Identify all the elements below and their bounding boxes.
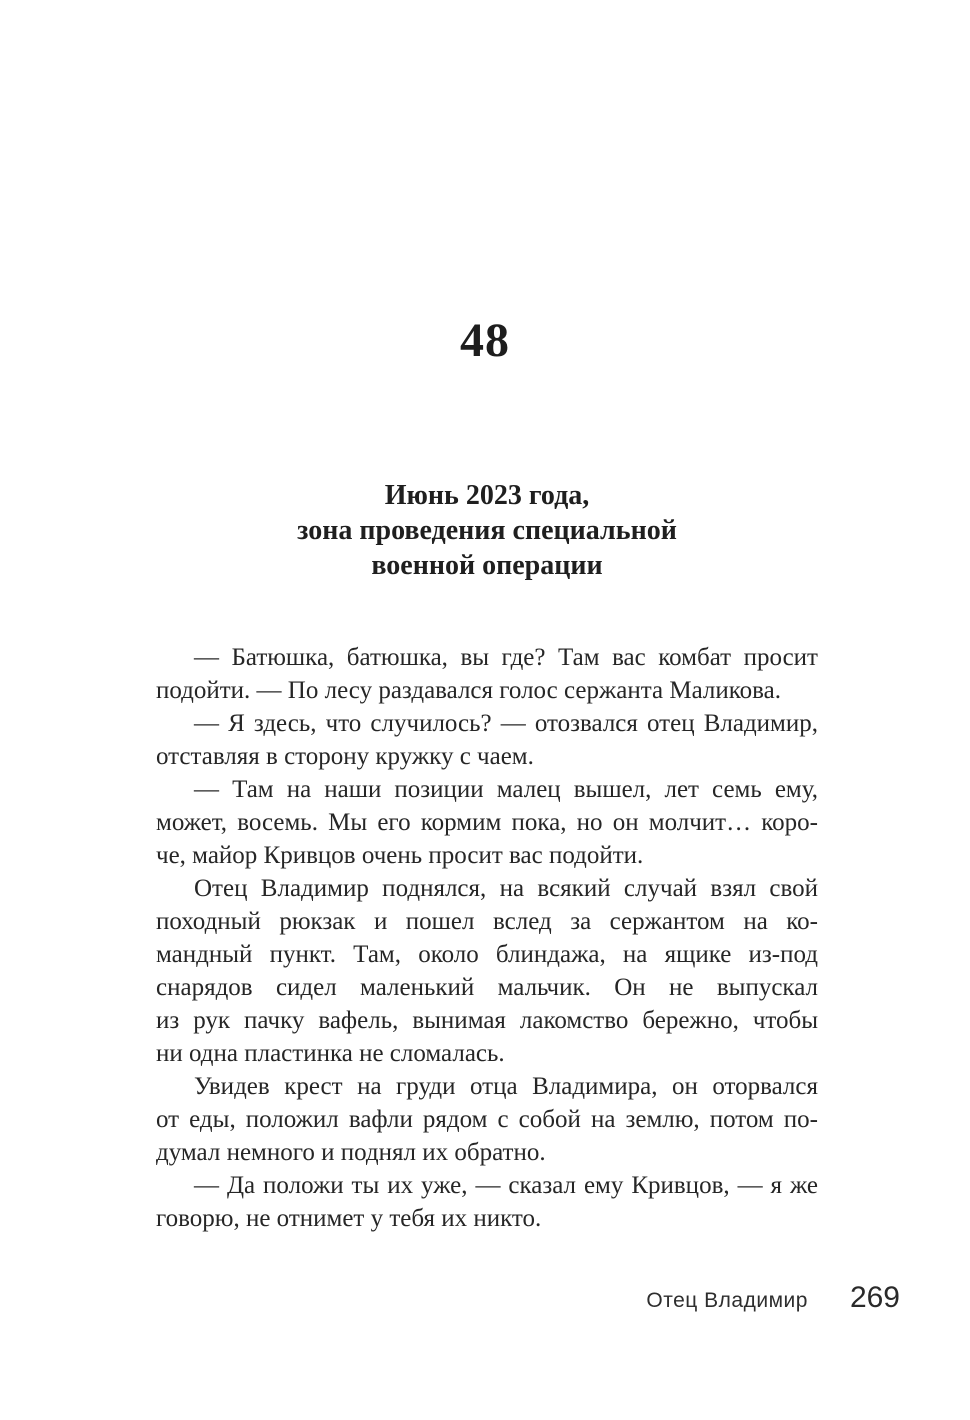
text-line: говорю, не отнимет у тебя их никто. xyxy=(156,1205,542,1232)
text-line: — Батюшка, батюшка, вы где? Там вас комбат просит xyxy=(194,644,818,671)
text-line: может, восемь. Мы его кормим пока, но он молчит… коро- xyxy=(156,809,818,836)
text-line: мандный пункт. Там, около блиндажа, на ящике из-под xyxy=(156,941,818,968)
subtitle-line: военной операции xyxy=(371,550,603,581)
text-line: Увидев крест на груди отца Владимира, он оторвался xyxy=(194,1073,818,1100)
text-line: — Я здесь, что случилось? — отозвался отец Владимир, xyxy=(194,710,818,737)
body-text xyxy=(156,641,818,1235)
text-line: че, майор Кривцов очень просит вас подойти. xyxy=(156,842,644,869)
text-line: Отец Владимир поднялся, на всякий случай взял свой xyxy=(194,875,818,902)
subtitle-line: Июнь 2023 года, xyxy=(384,480,590,511)
text-line: — Там на наши позиции малец вышел, лет семь ему, xyxy=(194,776,818,803)
page-number: 269 xyxy=(849,1281,900,1314)
chapter-subtitle xyxy=(156,478,818,583)
text-line: думал немного и поднял их обратно. xyxy=(156,1139,546,1166)
chapter-number: 48 xyxy=(460,314,510,367)
text-line: — Да положи ты их уже, — сказал ему Кривцов, — я же xyxy=(194,1172,818,1199)
page-footer xyxy=(646,1280,900,1316)
text-line: подойти. — По лесу раздавался голос сержанта Маликова. xyxy=(156,677,781,704)
text-line: от еды, положил вафли рядом с собой на землю, потом по- xyxy=(156,1106,818,1133)
running-title: Отец Владимир xyxy=(646,1289,808,1312)
text-line: из рук пачку вафель, вынимая лакомство бережно, чтобы xyxy=(156,1007,818,1034)
text-line: походный рюкзак и пошел вслед за сержантом на ко- xyxy=(156,908,818,935)
text-line: снарядов сидел маленький мальчик. Он не выпускал xyxy=(156,974,818,1001)
text-line: отставляя в сторону кружку с чаем. xyxy=(156,743,534,770)
text-line: ни одна пластинка не сломалась. xyxy=(156,1040,505,1067)
subtitle-line: зона проведения специальной xyxy=(297,515,677,546)
